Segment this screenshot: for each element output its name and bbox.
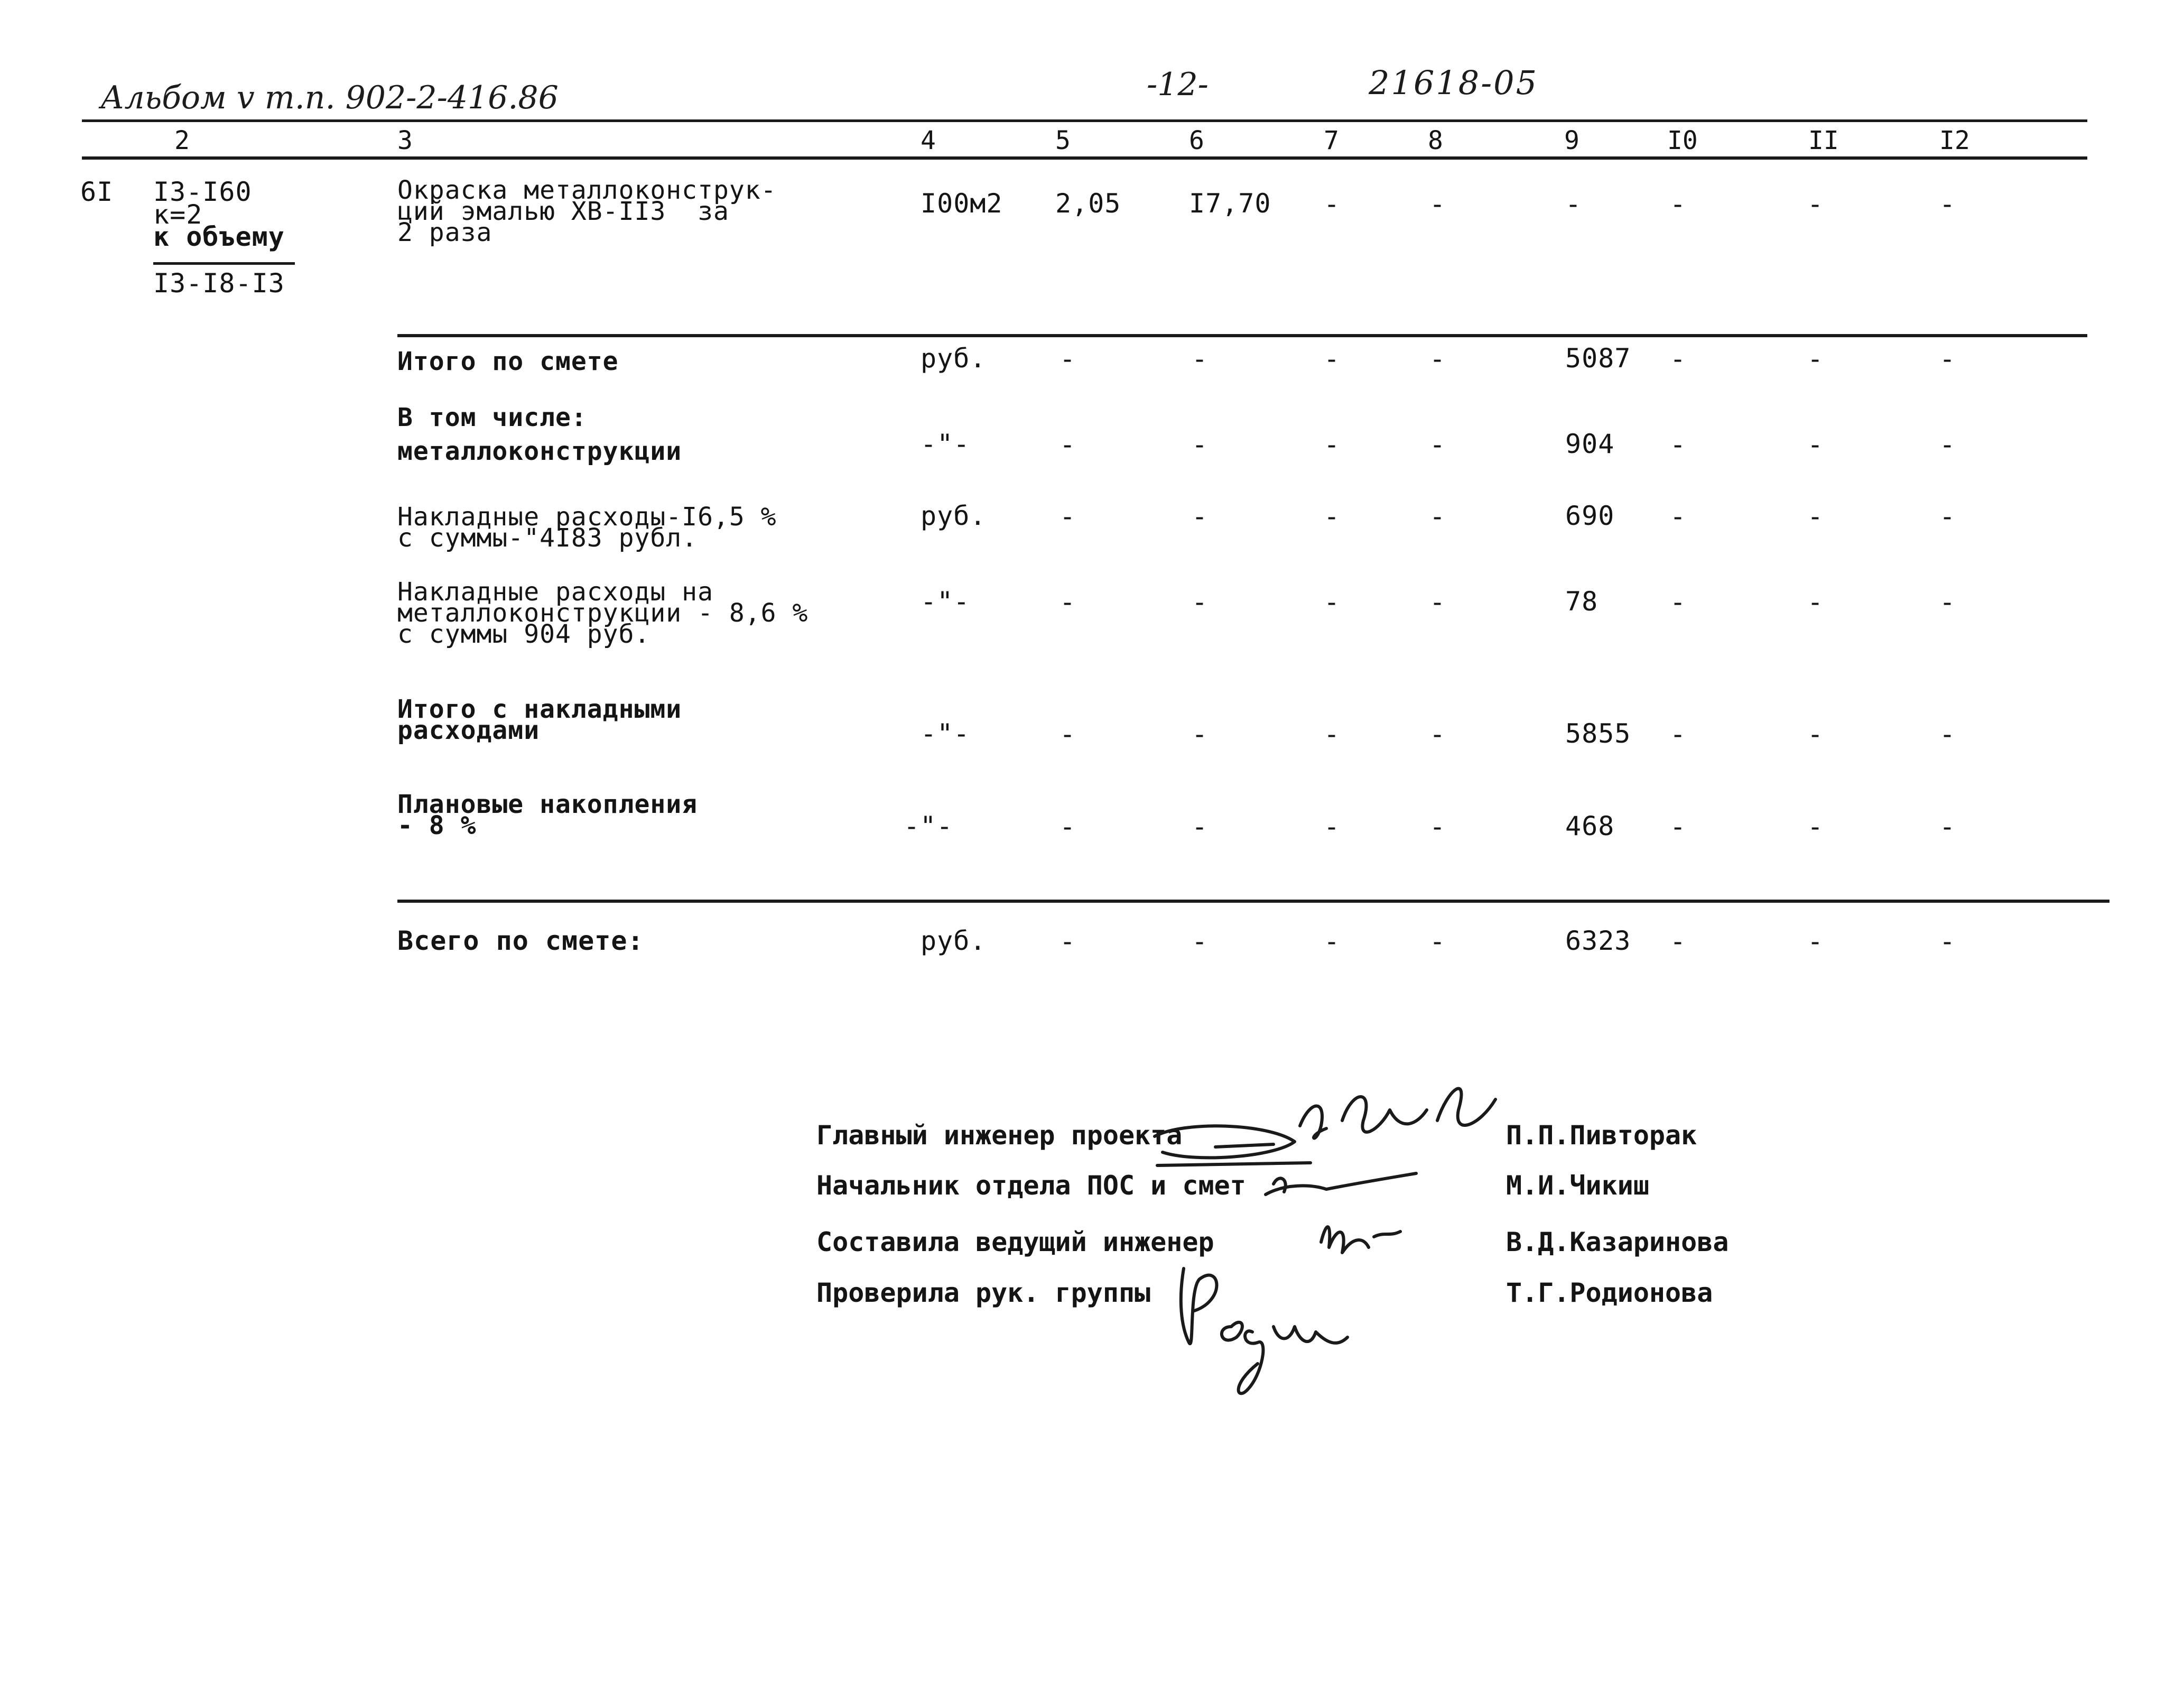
item-unit: I00м2 — [921, 188, 1003, 219]
cell-col7: - — [1324, 926, 1340, 957]
item-description: Окраска металлоконструк- ций эмалью ХВ-II3 за 2 раза — [397, 175, 777, 247]
summary-unit: -"- — [904, 811, 953, 841]
cell-col11: - — [1807, 344, 1824, 374]
item-code: I3-I60 — [153, 177, 252, 207]
cell-col11: - — [1807, 429, 1824, 460]
cell-col7: - — [1324, 501, 1340, 532]
cell-col5: - — [1060, 719, 1076, 749]
cell-col11: - — [1807, 189, 1824, 219]
cell-col10: - — [1670, 429, 1686, 460]
signatory-title: Составила ведущий инженер — [816, 1227, 1214, 1257]
signatory-name: М.И.Чикиш — [1506, 1170, 1649, 1201]
summary-label: Накладные расходы-I6,5 % с суммы-"4I83 рубл. — [397, 502, 777, 553]
cell-col12: - — [1939, 587, 1956, 617]
cell-col5: 2,05 — [1055, 188, 1121, 219]
cell-col5: - — [1060, 926, 1076, 957]
cell-col7: - — [1324, 189, 1340, 219]
album-reference: Альбом v т.п. 902-2-416.86 — [100, 79, 559, 116]
cell-col6: - — [1192, 926, 1208, 957]
summary-unit: -"- — [921, 429, 970, 459]
summary-unit: руб. — [921, 343, 987, 374]
cell-col5: - — [1060, 344, 1076, 374]
cell-col10: - — [1670, 501, 1686, 532]
cell-col5: - — [1060, 587, 1076, 617]
cell-col10: - — [1670, 587, 1686, 617]
total-label: Всего по смете: — [397, 925, 644, 956]
cell-col9: 6323 — [1565, 925, 1631, 956]
cell-col10: - — [1670, 811, 1686, 842]
cell-col12: - — [1939, 429, 1956, 460]
summary-unit: -"- — [921, 718, 970, 749]
row-number: 6I — [80, 177, 114, 207]
column-number: 8 — [1428, 126, 1443, 155]
signatory-name: Т.Г.Родионова — [1506, 1277, 1713, 1308]
cell-col8: - — [1429, 344, 1446, 374]
cell-col12: - — [1939, 344, 1956, 374]
summary-unit: -"- — [921, 586, 970, 617]
signatory-title: Начальник отдела ПОС и смет — [816, 1170, 1246, 1201]
cell-col11: - — [1807, 587, 1824, 617]
total-unit: руб. — [921, 925, 987, 956]
summary-label: Итого по смете — [397, 347, 619, 376]
code-divider — [153, 262, 295, 265]
handwritten-signatures — [1152, 1078, 1522, 1406]
summary-label: Накладные расходы на металлоконструкции - 8,6 % с суммы 904 руб. — [397, 577, 808, 649]
column-number: I0 — [1667, 126, 1698, 155]
cell-col11: - — [1807, 719, 1824, 749]
cell-col7: - — [1324, 429, 1340, 460]
cell-col5: - — [1060, 429, 1076, 460]
page-number: -12- — [1147, 66, 1209, 103]
item-code-reference: I3-I8-I3 — [153, 268, 285, 299]
cell-col12: - — [1939, 926, 1956, 957]
cell-col6: - — [1192, 344, 1208, 374]
cell-col10: - — [1670, 189, 1686, 219]
summary-label: Плановые накопления - 8 % — [397, 790, 698, 840]
cell-col6: - — [1192, 811, 1208, 842]
cell-col8: - — [1429, 811, 1446, 842]
cell-col8: - — [1429, 189, 1446, 219]
cell-col7: - — [1324, 719, 1340, 749]
header-rule-bottom — [82, 156, 2087, 160]
column-number: 3 — [397, 126, 413, 155]
signatory-name: П.П.Пивторак — [1506, 1120, 1697, 1151]
summary-label: В том числе: металлоконструкции — [397, 403, 682, 466]
cell-col12: - — [1939, 501, 1956, 532]
cell-col9: 5855 — [1565, 718, 1631, 749]
cell-col9: - — [1565, 189, 1582, 219]
cell-col11: - — [1807, 501, 1824, 532]
cell-col9: 78 — [1565, 586, 1598, 617]
cell-col9: 468 — [1565, 811, 1615, 841]
cell-col8: - — [1429, 429, 1446, 460]
cell-col6: - — [1192, 501, 1208, 532]
cell-col9: 904 — [1565, 429, 1615, 459]
cell-col7: - — [1324, 344, 1340, 374]
document-number: 21618-05 — [1369, 63, 1539, 102]
cell-col6: - — [1192, 719, 1208, 749]
signatory-name: В.Д.Казаринова — [1506, 1227, 1729, 1257]
column-number: 2 — [174, 126, 190, 155]
column-number: 7 — [1324, 126, 1339, 155]
item-code-coefficient: к=2 — [153, 199, 203, 230]
column-number: 9 — [1564, 126, 1579, 155]
cell-col11: - — [1807, 926, 1824, 957]
column-number: I2 — [1939, 126, 1970, 155]
cell-col7: - — [1324, 811, 1340, 842]
cell-col6: - — [1192, 587, 1208, 617]
cell-col10: - — [1670, 344, 1686, 374]
column-number: 6 — [1189, 126, 1204, 155]
cell-col6: I7,70 — [1189, 188, 1271, 219]
cell-col9: 690 — [1565, 501, 1615, 531]
cell-col6: - — [1192, 429, 1208, 460]
cell-col8: - — [1429, 926, 1446, 957]
cell-col8: - — [1429, 501, 1446, 532]
signatory-title: Проверила рук. группы — [816, 1277, 1151, 1308]
column-number: II — [1808, 126, 1839, 155]
summary-label: Итого с накладными расходами — [397, 695, 682, 745]
cell-col8: - — [1429, 719, 1446, 749]
cell-col12: - — [1939, 811, 1956, 842]
summary-unit: руб. — [921, 501, 987, 531]
column-number: 4 — [921, 126, 936, 155]
cell-col7: - — [1324, 587, 1340, 617]
signatory-title: Главный инженер проекта — [816, 1120, 1183, 1151]
column-number: 5 — [1055, 126, 1071, 155]
cell-col10: - — [1670, 926, 1686, 957]
cell-col5: - — [1060, 811, 1076, 842]
total-rule — [397, 900, 2109, 903]
cell-col9: 5087 — [1565, 343, 1631, 374]
cell-col12: - — [1939, 189, 1956, 219]
cell-col10: - — [1670, 719, 1686, 749]
cell-col8: - — [1429, 587, 1446, 617]
cell-col11: - — [1807, 811, 1824, 842]
cell-col12: - — [1939, 719, 1956, 749]
item-code-note: к объему — [153, 221, 285, 252]
cell-col5: - — [1060, 501, 1076, 532]
subtotal-rule — [397, 334, 2087, 337]
header-rule-top — [82, 119, 2087, 122]
